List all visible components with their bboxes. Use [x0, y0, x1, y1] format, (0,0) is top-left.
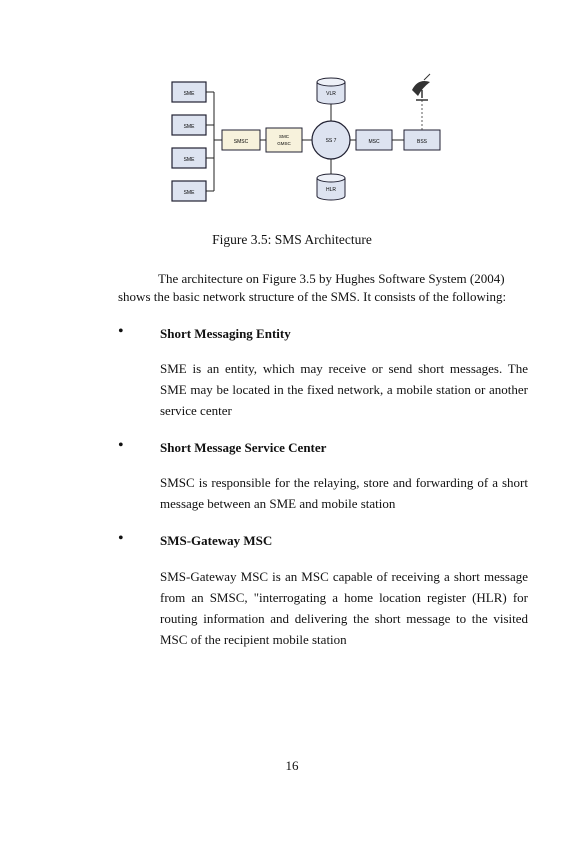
bullet-3: • [118, 530, 124, 547]
vlr-database [317, 78, 345, 104]
section-heading-sme: Short Messaging Entity [160, 326, 291, 341]
section-heading-smsc: Short Message Service Center [160, 440, 327, 455]
sme-label: SME [183, 157, 195, 163]
intro-line-2: shows the basic network structure of the SMS. It consists of the following: [118, 289, 507, 304]
gmsc-box [266, 128, 302, 152]
sme-label: SME [183, 190, 195, 196]
sme-box-4 [172, 181, 206, 201]
sme-box-1 [172, 82, 206, 102]
msc-box [356, 130, 392, 150]
sme-label: SME [183, 91, 195, 97]
sme-connector-lines [206, 92, 222, 191]
gmsc-label-line1: SMC [279, 134, 289, 139]
sme-box-2 [172, 115, 206, 135]
ss7-label: SS 7 [325, 138, 337, 144]
section-body-sme: SME is an entity, which may receive or send short messages. The SME may be located in the fixed network, a mobile station or another service center [160, 361, 528, 418]
bss-box [404, 130, 440, 150]
hlr-label: HLR [325, 187, 337, 193]
sms-architecture-diagram [160, 70, 460, 240]
sme-box-3 [172, 148, 206, 168]
page-number: 16 [285, 758, 299, 773]
smsc-label: SMSC [233, 139, 249, 145]
sme-label: SME [183, 124, 195, 130]
section-body-gateway: SMS-Gateway MSC is an MSC capable of receiving a short message from an SMSC, "interrogating a home location register (HLR) for routing information and delivering the short message to the visited MSC of the recipient mobile station [160, 569, 528, 647]
figure-caption: Figure 3.5: SMS Architecture [212, 232, 372, 247]
bullet-1: • [118, 323, 124, 340]
gmsc-label-line2: GMSC [277, 141, 291, 146]
section-body-smsc: SMSC is responsible for the relaying, store and forwarding of a short message between an SME and mobile station [160, 475, 528, 511]
antenna-icon [412, 74, 430, 130]
vlr-label: VLR [326, 91, 336, 97]
ss7-network [312, 121, 350, 159]
section-heading-gateway: SMS-Gateway MSC [160, 533, 273, 548]
intro-line-1: The architecture on Figure 3.5 by Hughes Software System (2004) [158, 271, 505, 286]
hlr-database [317, 174, 345, 200]
bss-label: BSS [416, 139, 428, 145]
smsc-box [222, 130, 260, 150]
bullet-2: • [118, 437, 124, 454]
msc-label: MSC [368, 139, 380, 145]
